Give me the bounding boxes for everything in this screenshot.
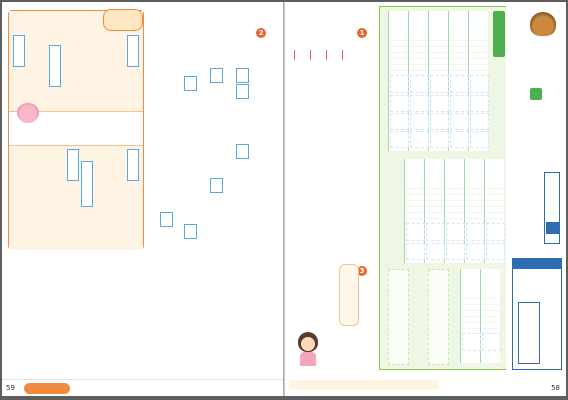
story-scene1-text <box>97 35 125 109</box>
practice-box[interactable] <box>410 113 429 130</box>
answer-blank[interactable] <box>81 161 93 207</box>
lesson-number <box>530 88 542 100</box>
kanji-character <box>430 13 447 32</box>
answer-box[interactable] <box>184 224 197 239</box>
kanji-card <box>484 159 504 263</box>
practice-box[interactable] <box>450 131 469 148</box>
question-column <box>200 258 210 370</box>
kanji-card <box>448 11 468 151</box>
question-column <box>38 258 48 370</box>
kanji-card <box>460 269 480 363</box>
kanji-character <box>450 13 467 32</box>
practice-box[interactable] <box>430 131 449 148</box>
practice-box[interactable] <box>430 95 449 112</box>
practice-box[interactable] <box>410 131 429 148</box>
scene-tag-1 <box>127 35 139 67</box>
question-column <box>256 258 266 370</box>
textbook-label <box>546 222 560 234</box>
practice-box[interactable] <box>470 95 489 112</box>
question-column <box>240 258 250 370</box>
kanji-card <box>424 159 444 263</box>
answer-box[interactable] <box>184 76 197 91</box>
kanji-trace <box>410 75 429 93</box>
story-panel <box>8 10 144 250</box>
kanji-card <box>428 11 448 151</box>
question-column <box>68 258 78 370</box>
kanji-trace <box>470 75 489 93</box>
kanji-card <box>444 159 464 263</box>
bottom-band-text <box>403 380 433 390</box>
story-middle-text <box>105 115 129 143</box>
note-bubble <box>339 264 359 326</box>
question-strip <box>6 258 280 376</box>
story-scene2-text <box>27 35 47 95</box>
practice-box[interactable] <box>426 243 445 260</box>
reading-item <box>341 50 350 220</box>
section-number: 3 <box>357 266 367 276</box>
kanji-trace <box>486 223 505 241</box>
date-box[interactable] <box>518 302 540 364</box>
kanji-trace <box>406 223 425 241</box>
answer-box[interactable] <box>236 84 249 99</box>
new-kanji-panel <box>379 6 508 370</box>
scene-tag-3 <box>127 149 139 181</box>
reading-item <box>309 50 318 220</box>
story-scene4-text <box>13 149 63 245</box>
page-number: 59 <box>6 384 15 392</box>
section-2 <box>152 28 280 248</box>
kanji-trace <box>482 333 501 351</box>
kanji-card <box>408 11 428 151</box>
practice-box[interactable] <box>410 95 429 112</box>
logo <box>508 8 562 64</box>
practice-box[interactable] <box>466 243 485 260</box>
kanji-character <box>390 13 407 32</box>
scene-tag-2 <box>13 35 25 67</box>
kanji-character <box>470 13 487 32</box>
kanji-character <box>482 271 499 290</box>
kanji-character <box>466 161 483 180</box>
kanji-card <box>480 269 500 363</box>
kanji-trace <box>390 75 409 93</box>
kanji-character <box>446 161 463 180</box>
empty-kanji-slot <box>428 269 449 365</box>
section-number: 2 <box>256 28 266 38</box>
left-page <box>2 2 283 396</box>
practice-box[interactable] <box>470 113 489 130</box>
kanji-trace <box>466 223 485 241</box>
practice-box[interactable] <box>446 243 465 260</box>
title-strip <box>506 2 566 396</box>
question-column <box>130 258 140 370</box>
practice-box[interactable] <box>450 113 469 130</box>
question-column <box>114 258 124 370</box>
right-page <box>285 2 566 396</box>
kanji-trace <box>446 223 465 241</box>
page-number: 58 <box>551 384 560 392</box>
footer-note <box>74 383 279 393</box>
footer-badge <box>24 383 70 394</box>
question-column <box>216 258 226 370</box>
practice-box[interactable] <box>390 95 409 112</box>
hedgehog-icon <box>530 12 556 36</box>
practice-box[interactable] <box>390 131 409 148</box>
answer-box[interactable] <box>210 68 223 83</box>
reading-item <box>293 50 302 220</box>
kanji-trace <box>462 333 481 351</box>
kanji-character <box>486 161 503 180</box>
answer-box[interactable] <box>236 144 249 159</box>
practice-box[interactable] <box>390 113 409 130</box>
kanji-trace <box>450 75 469 93</box>
answer-box[interactable] <box>236 68 249 83</box>
kanji-trace <box>426 223 445 241</box>
kanji-card <box>388 11 408 151</box>
new-kanji-header <box>493 11 505 57</box>
question-column <box>176 258 186 370</box>
kanji-card <box>404 159 424 263</box>
question-column <box>160 258 170 370</box>
practice-box[interactable] <box>450 95 469 112</box>
practice-box[interactable] <box>430 113 449 130</box>
section-1 <box>287 6 377 376</box>
kanji-character <box>426 161 443 180</box>
kanji-trace <box>430 75 449 93</box>
pig-illustration <box>17 103 39 123</box>
practice-box[interactable] <box>470 131 489 148</box>
answer-box[interactable] <box>160 212 173 227</box>
kanji-card <box>464 159 484 263</box>
kanji-character <box>462 271 479 290</box>
practice-box[interactable] <box>486 243 505 260</box>
kanji-character <box>406 161 423 180</box>
answer-box[interactable] <box>210 178 223 193</box>
story-scene3-text <box>95 149 125 245</box>
kanji-card <box>468 11 488 151</box>
question-column <box>84 258 94 370</box>
kanji-character <box>410 13 427 32</box>
study-box-heading <box>513 259 561 269</box>
section-number: 1 <box>357 28 367 38</box>
question-column <box>22 258 32 370</box>
practice-box[interactable] <box>406 243 425 260</box>
speech-bubble <box>103 9 143 31</box>
footer <box>2 379 283 396</box>
reading-item <box>325 50 334 220</box>
answer-blank[interactable] <box>49 45 61 87</box>
empty-kanji-slot <box>388 269 409 365</box>
scene-tag-4 <box>67 149 79 181</box>
girl-illustration <box>295 332 321 366</box>
